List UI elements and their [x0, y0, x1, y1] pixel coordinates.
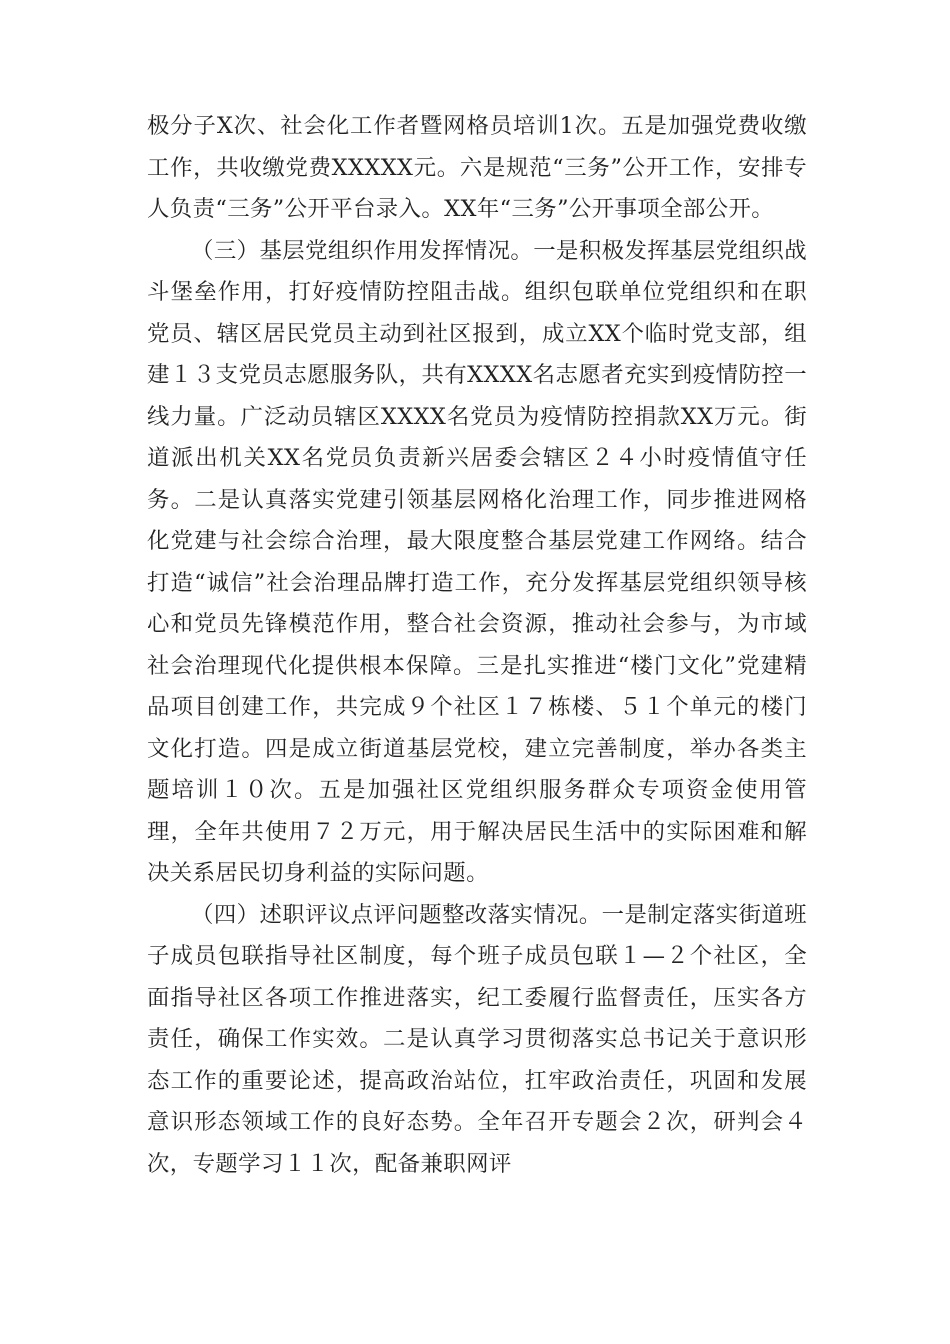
paragraph-section-four: （四）述职评议点评问题整改落实情况。一是制定落实街道班子成员包联指导社区制度，每个班子成员包联１—２个社区，全面指导社区各项工作推进落实，纪工委履行监督责任，压实各方责任，确保工作实效。二是认真学习贯彻落实总书记关于意识形态工作的重要论述，提高政治站位，扛牢政治责任，巩固和发展意识形态领域工作的良好态势。全年召开专题会２次，研判会４次，专题学习１１次，配备兼职网评 [147, 901, 807, 1177]
paragraph-continuation: 极分子X次、社会化工作者暨网格员培训1次。五是加强党费收缴工作，共收缴党费XXXXX元。六是规范“三务”公开工作，安排专人负责“三务”公开平台录入。XX年“三务”公开事项全部公开。 [147, 113, 807, 222]
document-body [147, 106, 807, 1185]
paragraph-section-three: （三）基层党组织作用发挥情况。一是积极发挥基层党组织战斗堡垒作用，打好疫情防控阻击战。组织包联单位党组织和在职党员、辖区居民党员主动到社区报到，成立XX个临时党支部，组建１３支党员志愿服务队，共有XXXX名志愿者充实到疫情防控一线力量。广泛动员辖区XXXX名党员为疫情防控捐款XX万元。街道派出机关XX名党员负责新兴居委会辖区２４小时疫情值守任务。二是认真落实党建引领基层网格化治理工作，同步推进网格化党建与社会综合治理，最大限度整合基层党建工作网络。结合打造“诚信”社会治理品牌打造工作，充分发挥基层党组织领导核心和党员先锋模范作用，整合社会资源，推动社会参与，为市域社会治理现代化提供根本保障。三是扎实推进“楼门文化”党建精品项目创建工作，共完成９个社区１７栋楼、５１个单元的楼门文化打造。四是成立街道基层党校，建立完善制度，举办各类主题培训１０次。五是加强社区党组织服务群众专项资金使用管理，全年共使用７２万元，用于解决居民生活中的实际困难和解决关系居民切身利益的实际问题。 [147, 237, 807, 886]
